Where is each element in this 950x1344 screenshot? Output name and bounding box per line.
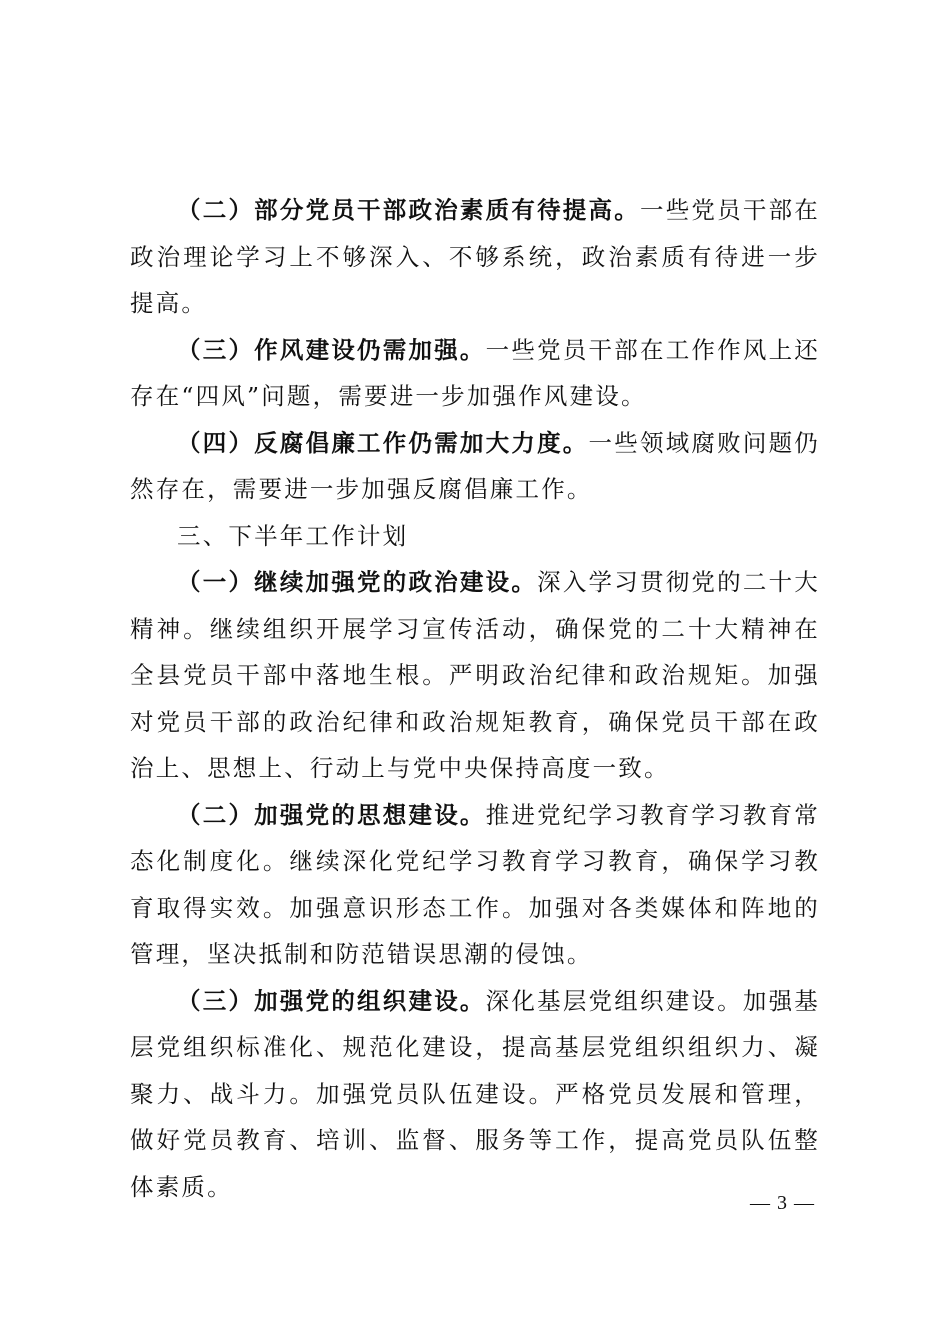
paragraph-plan-2 xyxy=(130,792,820,978)
paragraph-plan-3 xyxy=(130,978,820,1211)
paragraph-problem-4 xyxy=(130,420,820,513)
paragraph-lead: （四）反腐倡廉工作仍需加大力度。 xyxy=(177,428,589,457)
paragraph-lead: （三）加强党的组织建设。 xyxy=(177,986,486,1015)
document-body xyxy=(130,187,820,1210)
paragraph-lead: （一）继续加强党的政治建设。 xyxy=(177,568,538,596)
paragraph-lead: （二）部分党员干部政治素质有待提高。 xyxy=(177,196,640,224)
paragraph-problem-3 xyxy=(130,327,820,420)
page-number: — 3 — xyxy=(750,1192,815,1214)
paragraph-text: 一些党员干部在政治理论学习上不够深入、不够系统，政治素质有待进一步提高。 xyxy=(130,196,820,317)
paragraph-text: 推进党纪学习教育学习教育常态化制度化。继续深化党纪学习教育学习教育，确保学习教育取得实效。加强意识形态工作。加强对各类媒体和阵地的管理，坚决抵制和防范错误思潮的侵蚀。 xyxy=(130,800,820,968)
paragraph-problem-2 xyxy=(130,187,820,327)
paragraph-lead: （二）加强党的思想建设。 xyxy=(177,800,486,829)
paragraph-text: 一些党员干部在工作作风上还存在“四风”问题，需要进一步加强作风建设。 xyxy=(130,335,820,410)
paragraph-lead: （三）作风建设仍需加强。 xyxy=(177,335,486,364)
paragraph-text: 深入学习贯彻党的二十大精神。继续组织开展学习宣传活动，确保党的二十大精神在全县党员干部中落地生根。严明政治纪律和政治规矩。加强对党员干部的政治纪律和政治规矩教育，确保党员干部在政治上、思想上、行动上与党中央保持高度一致。 xyxy=(130,568,820,782)
paragraph-plan-1 xyxy=(130,559,820,792)
paragraph-text: 深化基层党组织建设。加强基层党组织标准化、规范化建设，提高基层党组织组织力、凝聚力、战斗力。加强党员队伍建设。严格党员发展和管理，做好党员教育、培训、监督、服务等工作，提高党员队伍整体素质。 xyxy=(130,986,820,1201)
paragraph-text: 一些领域腐败问题仍然存在，需要进一步加强反腐倡廉工作。 xyxy=(130,428,820,503)
section-heading: 三、下半年工作计划 xyxy=(177,521,409,550)
